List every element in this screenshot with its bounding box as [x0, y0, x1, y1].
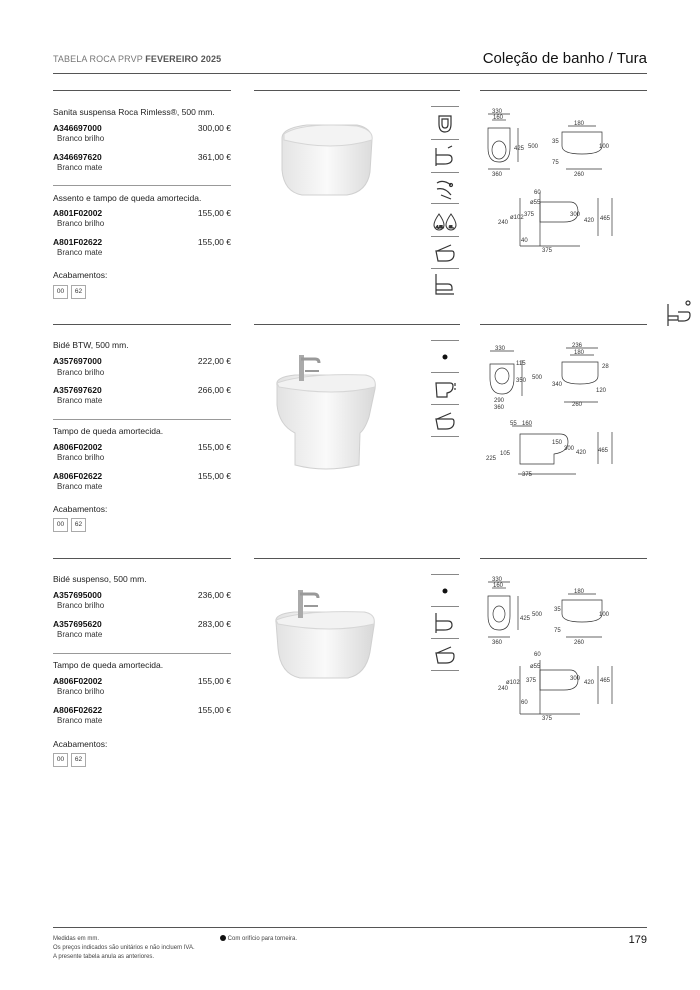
- header-prefix: TABELA ROCA PRVP: [53, 54, 143, 64]
- back-to-wall-icon: [431, 375, 459, 403]
- accessory-code: A806F02622: [53, 471, 103, 481]
- icon-divider: [431, 404, 459, 405]
- dim-label: 420: [584, 218, 595, 224]
- technical-drawing: [480, 574, 620, 724]
- product-price: 266,00 €: [197, 385, 231, 395]
- icon-divider: [431, 106, 459, 107]
- product-price: 236,00 €: [197, 590, 231, 600]
- icon-divider: [431, 172, 459, 173]
- dim-label: 300: [570, 676, 581, 682]
- icon-divider: [431, 574, 459, 575]
- icon-divider: [431, 236, 459, 237]
- footer-line: Medidas em mm.: [53, 936, 100, 942]
- product-finish: Branco brilho: [57, 601, 105, 610]
- dim-label: 330: [492, 109, 503, 115]
- tap-hole-dot-icon: [431, 577, 459, 605]
- product-finish: Branco mate: [57, 630, 103, 639]
- dim-label: 375: [542, 248, 553, 254]
- sub-divider: [53, 653, 231, 654]
- legend-text: Com orifício para torneira.: [227, 936, 298, 942]
- dim-label: 350: [516, 378, 527, 384]
- finishes-label: Acabamentos:: [53, 739, 108, 749]
- accessory-title: Assento e tampo de queda amortecida.: [53, 193, 202, 203]
- dim-label: 260: [574, 640, 585, 646]
- accessory-finish: Branco mate: [57, 716, 103, 725]
- finish-swatch: 62: [71, 285, 86, 299]
- dim-label: 375: [526, 678, 537, 684]
- footer-legend: [220, 935, 297, 944]
- dim-label: 500: [528, 144, 539, 150]
- dim-label: 28: [602, 364, 609, 370]
- section-divider: [53, 558, 231, 559]
- dim-label: ø55: [530, 664, 541, 670]
- dim-label: 100: [599, 612, 610, 618]
- product-price: 222,00 €: [197, 356, 231, 366]
- wall-hung-icon: [431, 609, 459, 637]
- accessory-finish: Branco brilho: [57, 687, 105, 696]
- section-divider: [254, 558, 460, 559]
- section-divider: [480, 324, 647, 325]
- finish-swatch: 62: [71, 753, 86, 767]
- footer-line: Os preços indicados são unitários e não incluem IVA.: [53, 945, 195, 951]
- soft-close-icon: [431, 175, 459, 203]
- dim-label: 180: [574, 350, 585, 356]
- finish-swatch: 00: [53, 285, 68, 299]
- dim-label: 330: [492, 577, 503, 583]
- legend-dot-icon: [220, 935, 226, 941]
- product-finish: Branco brilho: [57, 368, 105, 377]
- wall-mount-icon: [431, 270, 459, 298]
- section-divider: [53, 90, 231, 91]
- dim-label: 160: [522, 421, 533, 427]
- water-saving-icon: [431, 206, 459, 234]
- dim-label: 375: [522, 472, 533, 478]
- section-divider: [254, 90, 460, 91]
- dim-label: 300: [570, 212, 581, 218]
- dim-label: 330: [495, 346, 506, 352]
- footer-line: A presente tabela anula as anteriores.: [53, 954, 155, 960]
- dim-label: 240: [498, 686, 509, 692]
- dim-label: 375: [524, 212, 535, 218]
- dim-label: 425: [520, 616, 531, 622]
- accessory-price: 155,00 €: [197, 442, 231, 452]
- product-finish: Branco mate: [57, 396, 103, 405]
- dim-label: 260: [572, 402, 583, 408]
- header-date: FEVEREIRO 2025: [145, 54, 222, 64]
- dim-label: 465: [600, 216, 611, 222]
- accessory-code: A801F02002: [53, 208, 103, 218]
- dim-label: 60: [534, 190, 541, 196]
- bathroom-category-icon: [664, 298, 694, 328]
- technical-drawing: [480, 106, 620, 256]
- icon-divider: [431, 670, 459, 671]
- dim-label: 500: [532, 375, 543, 381]
- page-number: 179: [628, 934, 647, 946]
- dim-label: 115: [516, 361, 526, 367]
- finishes-label: Acabamentos:: [53, 504, 108, 514]
- dim-label: 35: [554, 607, 561, 613]
- icon-divider: [431, 606, 459, 607]
- accessory-finish: Branco mate: [57, 482, 103, 491]
- dim-label: 160: [493, 115, 504, 121]
- svg-text:3L: 3L: [449, 224, 454, 229]
- dim-label: ø102: [506, 680, 520, 686]
- dim-label: 180: [574, 589, 585, 595]
- accessory-price: 155,00 €: [197, 705, 231, 715]
- accessory-price: 155,00 €: [197, 208, 231, 218]
- dim-label: 420: [576, 450, 587, 456]
- icon-divider: [431, 340, 459, 341]
- section-divider: [254, 324, 460, 325]
- accessory-price: 155,00 €: [197, 676, 231, 686]
- dim-label: 300: [564, 446, 575, 452]
- icon-divider: [431, 203, 459, 204]
- icon-divider: [431, 139, 459, 140]
- dim-label: 260: [574, 172, 585, 178]
- section-divider: [53, 324, 231, 325]
- footer-notes: [53, 935, 195, 962]
- rimless-icon: [431, 110, 459, 138]
- technical-drawing: [480, 340, 620, 490]
- dim-label: 105: [500, 451, 511, 457]
- header-subtitle: [53, 54, 221, 64]
- section-divider: [480, 558, 647, 559]
- dim-label: 180: [574, 121, 585, 127]
- product-price: 361,00 €: [197, 152, 231, 162]
- product-title: Bidé suspenso, 500 mm.: [53, 574, 147, 584]
- product-code: A346697000: [53, 123, 102, 133]
- accessory-price: 155,00 €: [197, 471, 231, 481]
- dim-label: ø102: [510, 215, 524, 221]
- dim-label: 160: [493, 583, 504, 589]
- seat-cover-icon: [431, 239, 459, 267]
- dim-label: 500: [532, 612, 543, 618]
- section-divider: [480, 90, 647, 91]
- footer-divider: [53, 927, 647, 928]
- dim-label: 465: [600, 678, 611, 684]
- product-image-wall-bidet: [262, 578, 380, 688]
- dim-label: 425: [514, 146, 525, 152]
- accessory-finish: Branco brilho: [57, 219, 105, 228]
- dim-label: 236: [572, 343, 583, 349]
- accessory-code: A806F02622: [53, 705, 103, 715]
- page-title: Coleção de banho / Tura: [482, 50, 647, 67]
- accessory-finish: Branco mate: [57, 248, 103, 257]
- accessory-code: A806F02002: [53, 676, 103, 686]
- dim-label: 55: [510, 421, 517, 427]
- accessory-code: A801F02622: [53, 237, 103, 247]
- dim-label: 225: [486, 456, 497, 462]
- dim-label: 420: [584, 680, 595, 686]
- dim-label: 75: [554, 628, 561, 634]
- accessory-finish: Branco brilho: [57, 453, 105, 462]
- product-code: A357695000: [53, 590, 102, 600]
- dim-label: 60: [534, 652, 541, 658]
- sub-divider: [53, 185, 231, 186]
- product-image-bidet: [265, 345, 380, 475]
- dim-label: 360: [492, 172, 503, 178]
- icon-divider: [431, 436, 459, 437]
- dim-label: 290: [494, 398, 505, 404]
- soft-close-icon: [431, 641, 459, 669]
- product-price: 300,00 €: [197, 123, 231, 133]
- product-title: Bidé BTW, 500 mm.: [53, 340, 129, 350]
- dim-label: 340: [552, 382, 563, 388]
- product-code: A346697620: [53, 152, 102, 162]
- finishes-label: Acabamentos:: [53, 270, 108, 280]
- dim-label: 35: [552, 139, 559, 145]
- dim-label: 465: [598, 448, 609, 454]
- finish-swatch: 00: [53, 518, 68, 532]
- dim-label: 120: [596, 388, 607, 394]
- svg-text:4,5L: 4,5L: [436, 224, 444, 229]
- accessory-price: 155,00 €: [197, 237, 231, 247]
- icon-divider: [431, 372, 459, 373]
- dim-label: 360: [492, 640, 503, 646]
- accessory-title: Tampo de queda amortecida.: [53, 660, 164, 670]
- product-finish: Branco mate: [57, 163, 103, 172]
- dim-label: 100: [599, 144, 610, 150]
- product-finish: Branco brilho: [57, 134, 105, 143]
- icon-divider: [431, 268, 459, 269]
- product-price: 283,00 €: [197, 619, 231, 629]
- header-divider: [53, 73, 647, 74]
- accessory-code: A806F02002: [53, 442, 103, 452]
- wall-hung-icon: [431, 142, 459, 170]
- dim-label: 150: [552, 440, 563, 446]
- product-code: A357695620: [53, 619, 102, 629]
- soft-close-icon: [431, 407, 459, 435]
- dim-label: ø55: [530, 200, 541, 206]
- icon-divider: [431, 638, 459, 639]
- dim-label: 240: [498, 220, 509, 226]
- dim-label: 60: [521, 700, 528, 706]
- finish-swatch: 62: [71, 518, 86, 532]
- sub-divider: [53, 419, 231, 420]
- product-title: Sanita suspensa Roca Rimless®, 500 mm.: [53, 107, 215, 117]
- finish-swatch: 00: [53, 753, 68, 767]
- dim-label: 360: [494, 405, 505, 411]
- dim-label: 375: [542, 716, 553, 722]
- dim-label: 75: [552, 160, 559, 166]
- accessory-title: Tampo de queda amortecida.: [53, 426, 164, 436]
- tap-hole-dot-icon: [431, 343, 459, 371]
- product-code: A357697000: [53, 356, 102, 366]
- product-image-toilet: [262, 110, 377, 210]
- product-code: A357697620: [53, 385, 102, 395]
- dim-label: 40: [521, 238, 528, 244]
